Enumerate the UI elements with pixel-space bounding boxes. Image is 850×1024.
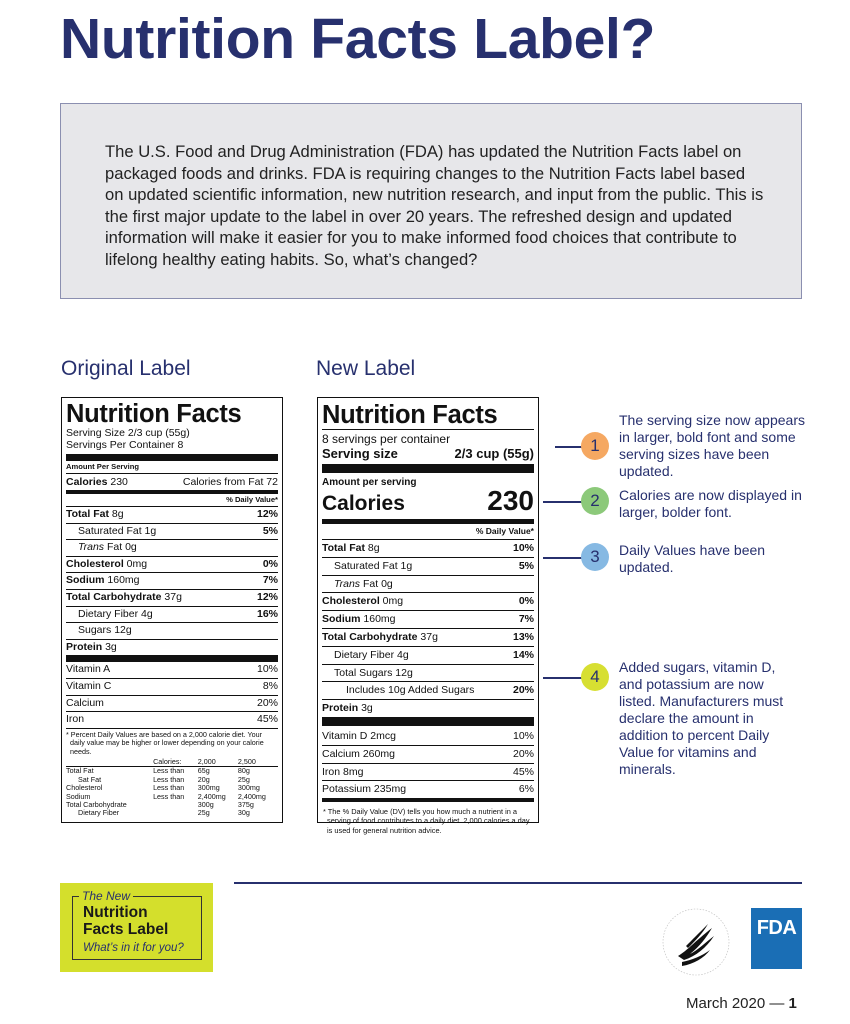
nutrient-daily-value: 20%	[512, 684, 534, 697]
callout-1-text: The serving size now appears in larger, bold font and some serving sizes have been updated.	[619, 412, 805, 479]
reference-cell: 300g	[197, 799, 214, 809]
nutrient-daily-value: 0%	[518, 595, 534, 608]
page-footer	[686, 995, 797, 1012]
nutrient-amount: 1g	[397, 559, 413, 572]
nutrient-amount: 3g	[102, 640, 117, 653]
nutrient-amount: 8g	[108, 508, 124, 520]
reference-row	[66, 809, 278, 817]
nutrient-label: Saturated Fat	[334, 559, 398, 572]
logo-line-2: Facts Label	[83, 921, 169, 938]
reference-cell	[153, 801, 198, 809]
logo-bottom-text: What’s in it for you?	[83, 942, 184, 954]
nutrient-amount: 4g	[394, 648, 409, 661]
original-serving-size: Serving Size 2/3 cup (55g)	[66, 427, 190, 439]
vitamin-label: Vitamin D 2mcg	[322, 729, 396, 742]
page-title: Nutrition Facts Label?	[60, 7, 656, 71]
footer-date: March 2020 —	[686, 995, 789, 1012]
callout-3-text: Daily Values have been updated.	[619, 542, 766, 575]
nutrient-row	[322, 592, 534, 610]
nutrient-daily-value: 7%	[518, 613, 534, 626]
nutrient-amount: 37g	[417, 630, 438, 643]
vitamin-row	[322, 780, 534, 798]
logo-main-text	[83, 904, 168, 938]
new-calories-label: Calories	[322, 492, 405, 515]
reference-cell: Less than	[153, 783, 185, 793]
vitamin-daily-value: 10%	[256, 663, 278, 676]
nutrient-name	[322, 593, 403, 610]
nutrient-row	[322, 699, 534, 717]
nutrient-label: Dietary Fiber	[78, 607, 139, 620]
logo-top-text: The New	[79, 889, 133, 903]
nutrient-daily-value: 5%	[518, 559, 534, 572]
nutrient-row	[66, 639, 278, 656]
new-label-heading: New Label	[316, 357, 416, 380]
nutrient-row	[322, 681, 534, 699]
nutrient-amount: 0mg	[379, 595, 404, 608]
nutrient-name	[66, 557, 147, 573]
new-serving-size-label: Serving size	[322, 446, 398, 461]
vitamin-daily-value: 8%	[262, 679, 278, 692]
nutrient-daily-value: 0%	[262, 557, 278, 570]
reference-cell: 80g	[237, 766, 250, 776]
new-serving-size-value: 2/3 cup (55g)	[454, 446, 534, 461]
nutrient-name	[322, 665, 413, 682]
vitamin-label: Iron 8mg	[322, 765, 364, 778]
nutrient-daily-value: 5%	[262, 524, 278, 537]
nutrient-name	[322, 647, 409, 664]
vitamin-daily-value: 10%	[512, 729, 534, 742]
nutrient-daily-value: 13%	[512, 630, 534, 643]
nutrient-row	[66, 622, 278, 639]
nutrient-row	[66, 523, 278, 540]
thick-rule	[66, 655, 278, 662]
reference-cell: 25g	[197, 808, 210, 818]
reference-cell: 375g	[237, 799, 254, 809]
original-calories-label: Calories	[66, 476, 108, 488]
nutrient-name	[66, 540, 137, 556]
nutrient-label: Protein	[66, 640, 103, 653]
reference-cell: 300mg	[237, 783, 260, 793]
callout-1-line	[555, 446, 582, 448]
new-amount-per-serving: Amount per serving	[322, 477, 417, 488]
nutrient-name	[322, 558, 412, 575]
nutrient-label: Saturated Fat	[78, 524, 142, 537]
footer-rule	[234, 882, 802, 884]
nutrient-row	[66, 606, 278, 623]
nutrient-name	[66, 524, 156, 540]
nutrient-name	[66, 507, 124, 523]
page-number: 1	[788, 995, 797, 1012]
nutrient-daily-value: 12%	[256, 508, 278, 520]
hhs-seal-icon	[660, 906, 732, 978]
nutrient-name	[322, 682, 474, 699]
nutrient-row	[66, 589, 278, 606]
new-calories-value: 230	[487, 485, 534, 516]
nutrient-name	[322, 700, 373, 717]
nutrient-name	[66, 590, 182, 606]
nutrient-amount: 4g	[138, 607, 153, 620]
vitamin-label: Calcium 260mg	[322, 747, 395, 760]
reference-cell: Dietary Fiber	[78, 808, 120, 818]
reference-header-cell: 2,000	[197, 756, 216, 766]
original-label-heading: Original Label	[61, 357, 191, 380]
nutrient-amount: Fat 0g	[360, 577, 393, 590]
vitamin-daily-value: 45%	[512, 765, 534, 778]
original-reference-table	[66, 758, 278, 818]
callout-4-text: Added sugars, vitamin D, and potassium are now listed. Manufacturers must declare the amount in addition to percent Daily Value for vitamins and minerals.	[619, 659, 784, 777]
thick-rule	[322, 717, 534, 726]
new-nutrient-rows	[322, 539, 534, 717]
nutrient-row	[66, 572, 278, 589]
nutrient-label: Total Fat	[66, 508, 109, 520]
nutrient-label: Includes 10g Added Sugars	[346, 684, 475, 697]
vitamin-row	[322, 745, 534, 763]
callout-3-badge: 3	[581, 543, 609, 571]
nutrient-amount: 12g	[392, 666, 413, 679]
reference-cell: Sodium	[66, 791, 91, 801]
nutrient-daily-value: 12%	[256, 590, 278, 603]
nutrient-row	[66, 539, 278, 556]
nutrient-name	[322, 611, 396, 628]
callout-1-badge: 1	[581, 432, 609, 460]
vitamin-label: Calcium	[66, 696, 104, 709]
vitamin-row	[66, 662, 278, 678]
original-calories-from-fat: Calories from Fat 72	[182, 476, 278, 488]
nutrient-row	[322, 646, 534, 664]
nutrient-label: Sodium	[322, 613, 361, 626]
nutrient-row	[66, 556, 278, 573]
new-calories-row	[322, 485, 534, 516]
new-dv-header: % Daily Value*	[475, 526, 534, 536]
nutrient-label: Cholesterol	[66, 557, 124, 570]
nutrient-amount: 12g	[111, 624, 132, 637]
nutrient-label: Protein	[322, 702, 359, 715]
callout-4-badge: 4	[581, 663, 609, 691]
thin-rule	[322, 429, 534, 430]
nutrient-amount: 37g	[161, 590, 182, 603]
vitamin-row	[66, 711, 278, 728]
new-servings: 8 servings per container	[322, 432, 451, 446]
vitamin-label: Vitamin C	[66, 679, 112, 692]
nutrient-amount: Fat 0g	[104, 541, 137, 554]
new-serving-size-row	[322, 446, 534, 461]
reference-cell: 25g	[237, 774, 250, 784]
nutrient-amount: 0mg	[123, 557, 148, 570]
vitamin-daily-value: 20%	[512, 747, 534, 760]
vitamin-daily-value: 6%	[518, 783, 534, 796]
nutrient-name	[322, 576, 393, 593]
nutrient-amount: 8g	[364, 542, 380, 554]
nutrient-name	[66, 573, 140, 589]
fda-logo: FDA	[751, 908, 802, 969]
reference-cell: Less than	[153, 774, 185, 784]
callout-4-line	[543, 677, 582, 679]
vitamin-row	[322, 728, 534, 745]
callout-2-line	[543, 501, 582, 503]
vitamin-daily-value: 45%	[256, 713, 278, 726]
original-amount-per-serving: Amount Per Serving	[66, 462, 139, 471]
nutrient-label: Cholesterol	[322, 595, 380, 608]
nutrient-row	[322, 628, 534, 646]
reference-cell: 30g	[237, 808, 250, 818]
reference-cell: Cholesterol	[66, 783, 103, 793]
new-label-title: Nutrition Facts	[322, 401, 498, 429]
nutrient-amount: 160mg	[104, 574, 140, 587]
logo-line-1: Nutrition	[83, 904, 148, 921]
nutrient-row	[322, 610, 534, 628]
reference-header-cell: 2,500	[237, 756, 256, 766]
nutrient-label: Sugars	[78, 624, 112, 637]
reference-cell: Sat Fat	[78, 774, 102, 784]
nutrient-name	[322, 629, 438, 646]
original-label-title: Nutrition Facts	[66, 400, 242, 428]
thick-rule	[66, 454, 278, 461]
nutrient-label: Dietary Fiber	[334, 648, 395, 661]
reference-header-cell: Calories:	[153, 756, 182, 766]
callout-3-line	[543, 557, 582, 559]
reference-cell: Less than	[153, 791, 185, 801]
nutrient-daily-value: 14%	[512, 648, 534, 661]
nutrient-amount: 3g	[358, 702, 373, 715]
nutrient-daily-value: 16%	[256, 607, 278, 620]
nutrient-row	[322, 539, 534, 557]
reference-cell: 300mg	[197, 783, 220, 793]
vitamin-daily-value: 20%	[256, 696, 278, 709]
reference-cell: 20g	[197, 774, 210, 784]
nutrient-label: Trans	[78, 541, 105, 554]
nutrient-name	[66, 607, 153, 623]
nutrient-amount: 1g	[141, 524, 157, 537]
new-nutrition-label	[317, 397, 539, 835]
vitamin-row	[66, 695, 278, 712]
vitamin-label: Iron	[66, 713, 85, 726]
new-vitamin-rows	[322, 728, 534, 798]
callout-2-text: Calories are now displayed in larger, bolder font.	[619, 487, 802, 520]
reference-cell: Less than	[153, 766, 185, 776]
nutrient-label: Sodium	[66, 574, 105, 587]
nutrient-row	[322, 664, 534, 682]
nutrient-label: Total Carbohydrate	[322, 630, 418, 643]
original-nutrition-label	[61, 397, 283, 823]
nutrient-row	[66, 506, 278, 523]
reference-cell: Total Fat	[66, 766, 94, 776]
original-footnote: * Percent Daily Values are based on a 2,000 calorie diet. Your daily value may be higher or lower depending on your calorie needs.	[66, 729, 264, 756]
vitamin-row	[322, 763, 534, 781]
logo-frame	[72, 889, 202, 960]
new-footnote: * The % Daily Value (DV) tells you how much a nutrient in a serving of food contributes to a daily diet. 2,000 calories a day is used for general nutrition advice.	[323, 807, 530, 835]
reference-cell: 2,400mg	[197, 791, 226, 801]
nutrient-label: Total Sugars	[334, 666, 393, 679]
original-dv-header: % Daily Value*	[226, 495, 278, 504]
nutrient-row	[322, 557, 534, 575]
nutrient-name	[66, 640, 117, 656]
nutrient-daily-value: 10%	[512, 542, 534, 554]
original-servings: Servings Per Container 8	[66, 439, 184, 451]
original-footnote-section	[66, 728, 278, 818]
nutrient-name	[66, 623, 132, 639]
thick-rule	[322, 464, 534, 473]
original-calories-value: 230	[110, 476, 128, 488]
vitamin-row	[66, 678, 278, 695]
nutrient-name	[322, 540, 380, 557]
nutrient-row	[322, 575, 534, 593]
nutrient-label: Total Carbohydrate	[66, 590, 162, 603]
vitamin-label: Vitamin A	[66, 663, 111, 676]
reference-cell	[153, 809, 198, 817]
nutrient-label: Total Fat	[322, 542, 365, 554]
intro-box	[60, 103, 802, 299]
reference-cell: 65g	[197, 766, 210, 776]
intro-text: The U.S. Food and Drug Administration (FDA) has updated the Nutrition Facts label on packaged foods and drinks. FDA is requiring changes to the Nutrition Facts label based on updated scientific information, new nutrition research, and input from the public. This is the first major update to the label in over 20 years. The refreshed design and updated information will make it easier for you to make informed food choices that contribute to lifelong healthy eating habits. So, what’s changed?	[105, 142, 764, 269]
reference-cell: 2,400mg	[237, 791, 266, 801]
new-label-logo	[60, 883, 213, 972]
callout-2-badge: 2	[581, 487, 609, 515]
nutrient-label: Trans	[334, 577, 361, 590]
reference-cell: Total Carbohydrate	[66, 799, 127, 809]
original-calories-row	[66, 473, 278, 490]
vitamin-label: Potassium 235mg	[322, 783, 407, 796]
nutrient-daily-value: 7%	[262, 574, 278, 587]
original-vitamin-rows	[66, 662, 278, 727]
original-nutrient-rows	[66, 506, 278, 655]
nutrient-amount: 160mg	[360, 613, 396, 626]
